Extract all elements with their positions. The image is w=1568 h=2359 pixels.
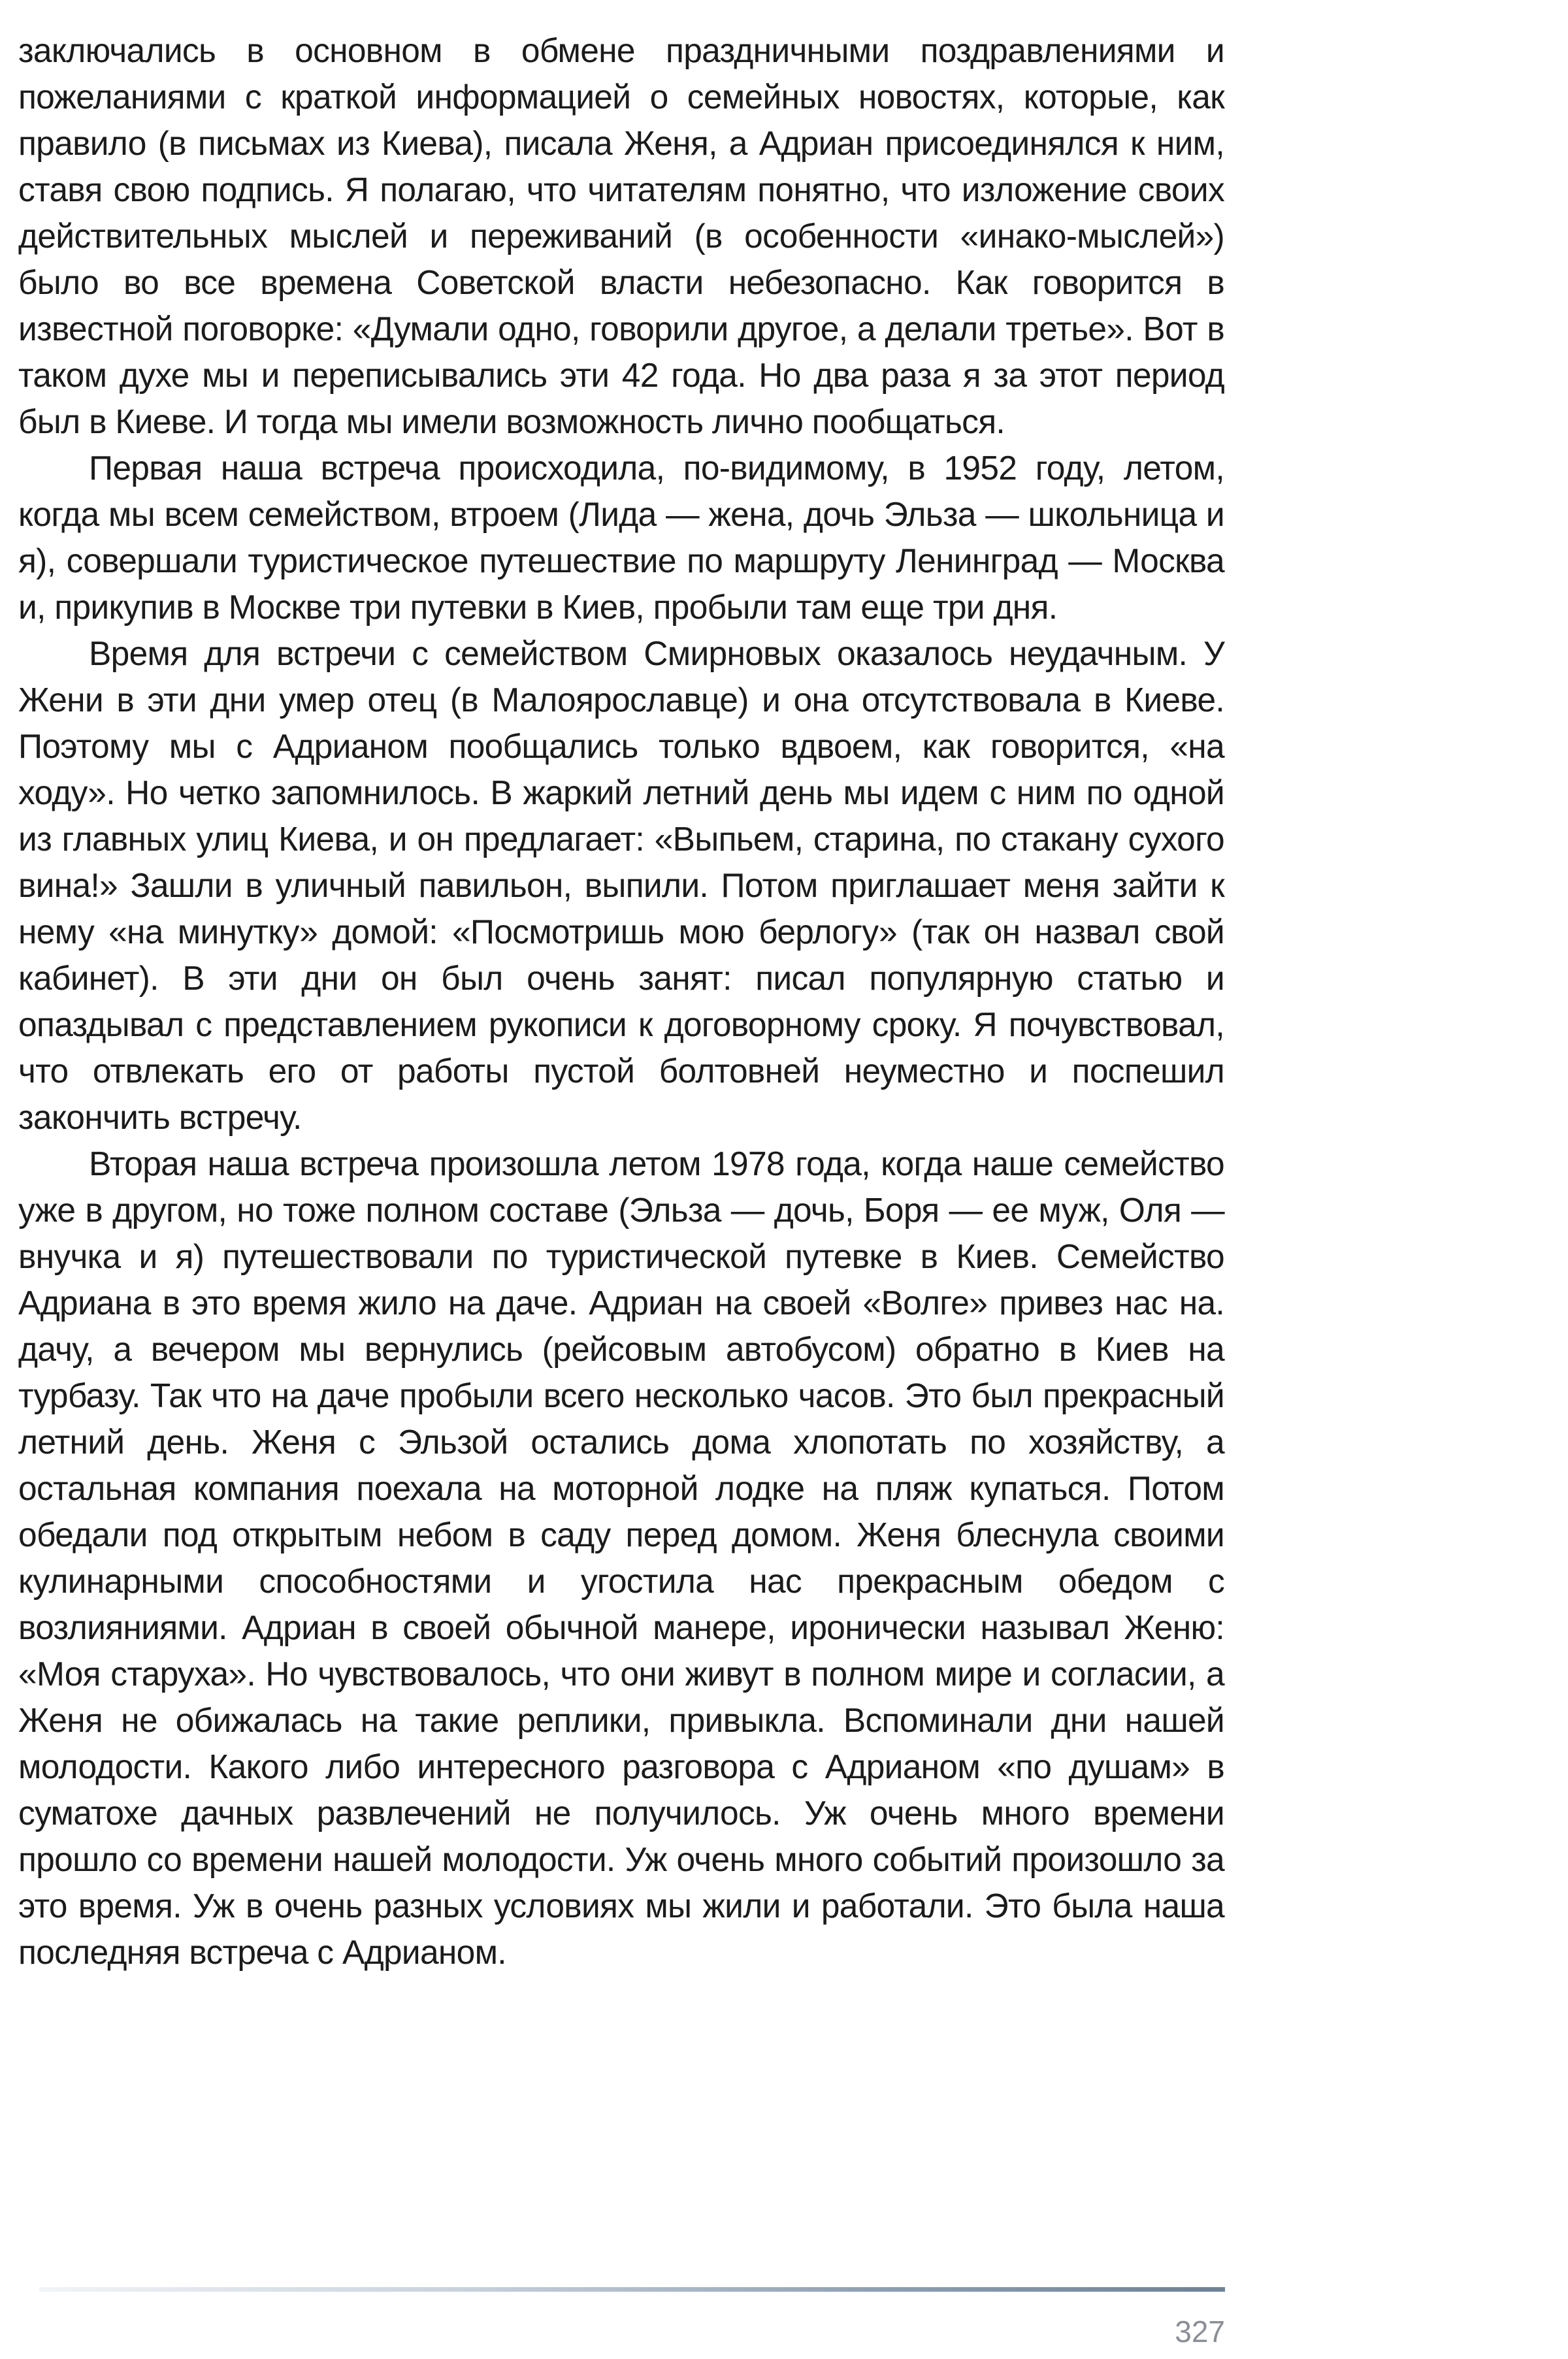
page-number: 327 <box>1175 2315 1225 2349</box>
paragraph-meeting-timing: Время для встречи с семейством Смирновых оказалось неудачным. У Жени в эти дни умер отец (в Малоярославце) и она отсутствовала в Киеве. Поэтому мы с Адрианом пообщались только вдвоем, как говорится, «на ходу». Но четко запомнилось. В жаркий летний день мы идем с ним по одной из главных улиц Киева, и он предлагает: «Выпьем, старина, по стакану сухого вина!» Зашли в уличный павильон, выпили. Потом приглашает меня зайти к нему «на минутку» домой: «Посмотришь мою берлогу» (так он назвал свой кабинет). В эти дни он был очень занят: писал популярную статью и опаздывал с представлением рукописи к договорному сроку. Я почувствовал, что отвлекать его от работы пустой болтовней неуместно и поспешил закончить встречу. <box>18 634 1224 1136</box>
paragraph-continued: заключались в основном в обмене праздничными поздравлениями и пожеланиями с краткой информацией о семейных новостях, которые, как правило (в письмах из Киева), писала Женя, а Адриан присоединялся к ним, ставя свою подпись. Я полагаю, что читателям понятно, что изложение своих действительных мыслей и переживаний (в особенности «инако-мыслей») было во все времена Советской власти небезопасно. Как говорится в известной поговорке: «Думали одно, говорили другое, а делали третье». Вот в таком духе мы и переписывались эти 42 года. Но два раза я за этот период был в Киеве. И тогда мы имели возможность лично пообщаться. <box>18 31 1224 440</box>
paragraph-second-meeting: Вторая наша встреча произошла летом 1978 года, когда наше семейство уже в другом, но тоже полном составе (Эльза — дочь, Боря — ее муж, Оля — внучка и я) путешествовали по туристической путевке в Киев. Семейство Адриана в это время жило на даче. Адриан на своей «Волге» привез нас на. дачу, а вечером мы вернулись (рейсовым автобусом) обратно в Киев на турбазу. Так что на даче пробыли всего несколько часов. Это был прекрасный летний день. Женя с Эльзой остались дома хлопотать по хозяйству, а остальная компания поехала на моторной лодке на пляж купаться. Потом обедали под открытым небом в саду перед домом. Женя блеснула своими кулинарными способностями и угостила нас прекрасным обедом с возлияниями. Адриан в своей обычной манере, иронически называл Женю: «Моя старуха». Но чувствовалось, что они живут в полном мире и согласии, а Женя не обижалась на такие реплики, привыкла. Вспоминали дни нашей молодости. Какого либо интересного разговора с Адрианом «по душам» в суматохе дачных развлечений не получилось. Уж очень много времени прошло со времени нашей молодости. Уж очень много событий произошло за это время. Уж в очень разных условиях мы жили и работали. Это была наша последняя встреча с Адрианом. <box>18 1145 1224 1971</box>
page-body <box>18 27 1224 1976</box>
footer-divider <box>39 2287 1225 2292</box>
paragraph-first-meeting: Первая наша встреча происходила, по-видимому, в 1952 году, летом, когда мы всем семейством, втроем (Лида — жена, дочь Эльза — школьница и я), совершали туристическое путешествие по маршруту Ленинград — Москва и, прикупив в Москве три путевки в Киев, пробыли там еще три дня. <box>18 449 1224 626</box>
